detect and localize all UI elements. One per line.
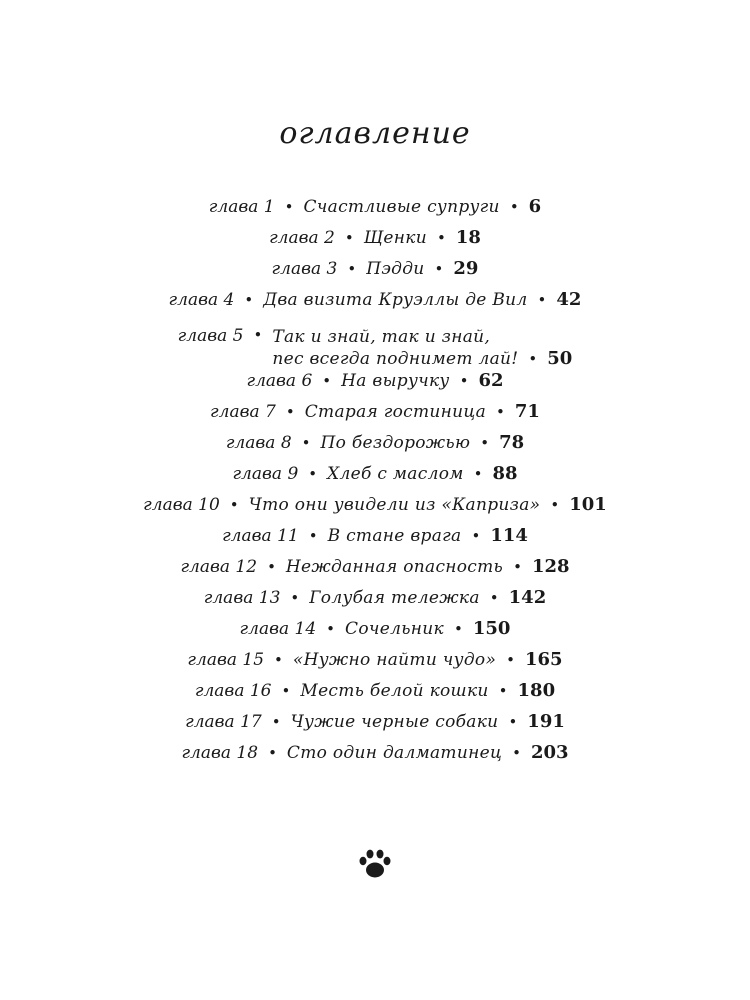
separator-bullet: •: [437, 229, 446, 247]
chapter-title: Что они увидели из «Каприза»: [248, 495, 541, 515]
separator-bullet: •: [550, 496, 560, 514]
chapter-title: Чужие черные собаки: [290, 712, 499, 732]
separator-bullet: •: [498, 682, 508, 700]
page-number: 50: [547, 348, 573, 369]
separator-bullet: •: [344, 229, 354, 247]
separator-bullet: •: [322, 372, 332, 390]
chapter-label: глава 9: [232, 464, 299, 484]
page-number: 128: [531, 556, 570, 577]
toc-entry: [0, 196, 750, 227]
toc-entry: [0, 320, 750, 370]
page-number: 88: [492, 463, 518, 484]
separator-bullet: •: [268, 744, 277, 762]
page-number: 71: [514, 401, 540, 422]
paw-print-icon: [358, 846, 392, 880]
page-number: 62: [478, 370, 504, 391]
separator-bullet: •: [284, 198, 294, 216]
separator-bullet: •: [253, 326, 263, 344]
chapter-label: глава 8: [225, 433, 292, 453]
toc-entry: [0, 618, 750, 649]
chapter-label: глава 17: [185, 712, 262, 732]
page-title: оглавление: [279, 116, 471, 151]
toc-entry: [0, 649, 750, 680]
separator-bullet: •: [459, 372, 469, 390]
chapter-title: [272, 326, 572, 370]
separator-bullet: •: [454, 620, 463, 638]
table-of-contents: [0, 196, 750, 773]
toc-entry: [0, 556, 750, 587]
separator-bullet: •: [290, 589, 300, 607]
page-number: 101: [569, 494, 607, 515]
toc-entry: [0, 258, 750, 289]
separator-bullet: •: [308, 465, 318, 483]
page-number: 42: [556, 289, 582, 310]
toc-entry: [0, 711, 750, 742]
separator-bullet: •: [506, 651, 515, 669]
separator-bullet: •: [537, 291, 547, 309]
toc-entry: [0, 432, 750, 463]
separator-bullet: •: [489, 589, 499, 607]
page-number: 203: [530, 742, 569, 763]
page-number: 18: [455, 227, 481, 248]
toc-entry: [0, 525, 750, 556]
separator-bullet: •: [528, 350, 538, 368]
chapter-title: На выручку: [341, 371, 450, 391]
separator-bullet: •: [267, 558, 276, 576]
chapter-title: По бездорожью: [320, 433, 471, 453]
chapter-label: глава 10: [143, 495, 220, 515]
separator-bullet: •: [281, 682, 291, 700]
toc-entry-two-line: [178, 326, 573, 370]
chapter-label: глава 11: [222, 526, 299, 546]
chapter-label: глава 5: [177, 326, 244, 346]
separator-bullet: •: [508, 713, 518, 731]
chapter-title: Счастливые супруги: [303, 197, 500, 217]
chapter-title: Голубая тележка: [309, 588, 480, 608]
chapter-label: глава 13: [203, 588, 281, 608]
chapter-title: Пэдди: [366, 259, 425, 279]
page-number: 165: [525, 649, 563, 670]
chapter-title: Щенки: [363, 228, 427, 248]
toc-entry: [0, 370, 750, 401]
page-number: 114: [490, 525, 528, 546]
toc-entry: [0, 680, 750, 711]
chapter-label: глава 14: [239, 619, 317, 639]
separator-bullet: •: [496, 403, 505, 421]
toc-entry: [0, 289, 750, 320]
chapter-title: В стане врага: [327, 526, 462, 546]
separator-bullet: •: [285, 403, 295, 421]
chapter-title: Месть белой кошки: [300, 681, 489, 701]
separator-bullet: •: [274, 651, 283, 669]
toc-entry: [0, 494, 750, 525]
chapter-title: Сто один далматинец: [286, 743, 503, 763]
chapter-title: Старая гостиница: [304, 402, 487, 422]
toc-entry: [0, 742, 750, 773]
separator-bullet: •: [480, 434, 490, 452]
separator-bullet: •: [434, 260, 444, 278]
chapter-title-line-1: Так и знай, так и знай,: [272, 327, 491, 347]
chapter-title: Нежданная опасность: [285, 557, 504, 577]
page-number: 6: [528, 196, 542, 217]
separator-bullet: •: [471, 527, 481, 545]
page-number: 191: [527, 711, 565, 732]
page-number: 142: [508, 587, 547, 608]
chapter-label: глава 4: [168, 290, 235, 310]
separator-bullet: •: [326, 620, 336, 638]
separator-bullet: •: [347, 260, 357, 278]
chapter-label: глава 12: [180, 557, 258, 577]
separator-bullet: •: [301, 434, 311, 452]
page-number: 150: [472, 618, 511, 639]
separator-bullet: •: [509, 198, 519, 216]
chapter-label: глава 6: [246, 371, 313, 391]
toc-entry: [0, 463, 750, 494]
separator-bullet: •: [244, 291, 254, 309]
chapter-label: глава 1: [208, 197, 275, 217]
chapter-label: глава 15: [187, 650, 265, 670]
toc-entry: [0, 587, 750, 618]
separator-bullet: •: [308, 527, 318, 545]
chapter-label: глава 16: [194, 681, 272, 701]
chapter-label: глава 2: [269, 228, 335, 248]
toc-entry: [0, 227, 750, 258]
chapter-label: глава 7: [210, 402, 276, 422]
page-number: 29: [453, 258, 479, 279]
separator-bullet: •: [513, 558, 522, 576]
chapter-title: Хлеб с маслом: [327, 464, 464, 484]
toc-entry: [0, 401, 750, 432]
separator-bullet: •: [512, 744, 521, 762]
separator-bullet: •: [229, 496, 239, 514]
chapter-label: глава 3: [271, 259, 338, 279]
separator-bullet: •: [271, 713, 281, 731]
page-number: 78: [499, 432, 525, 453]
page-number: 180: [517, 680, 556, 701]
chapter-label: глава 18: [181, 743, 259, 763]
chapter-title: Сочельник: [345, 619, 444, 639]
separator-bullet: •: [473, 465, 483, 483]
chapter-title: «Нужно найти чудо»: [292, 650, 497, 670]
chapter-title: Два визита Круэллы де Вил: [263, 290, 528, 310]
chapter-title-line-2: пес всегда поднимет лай!: [272, 349, 519, 369]
